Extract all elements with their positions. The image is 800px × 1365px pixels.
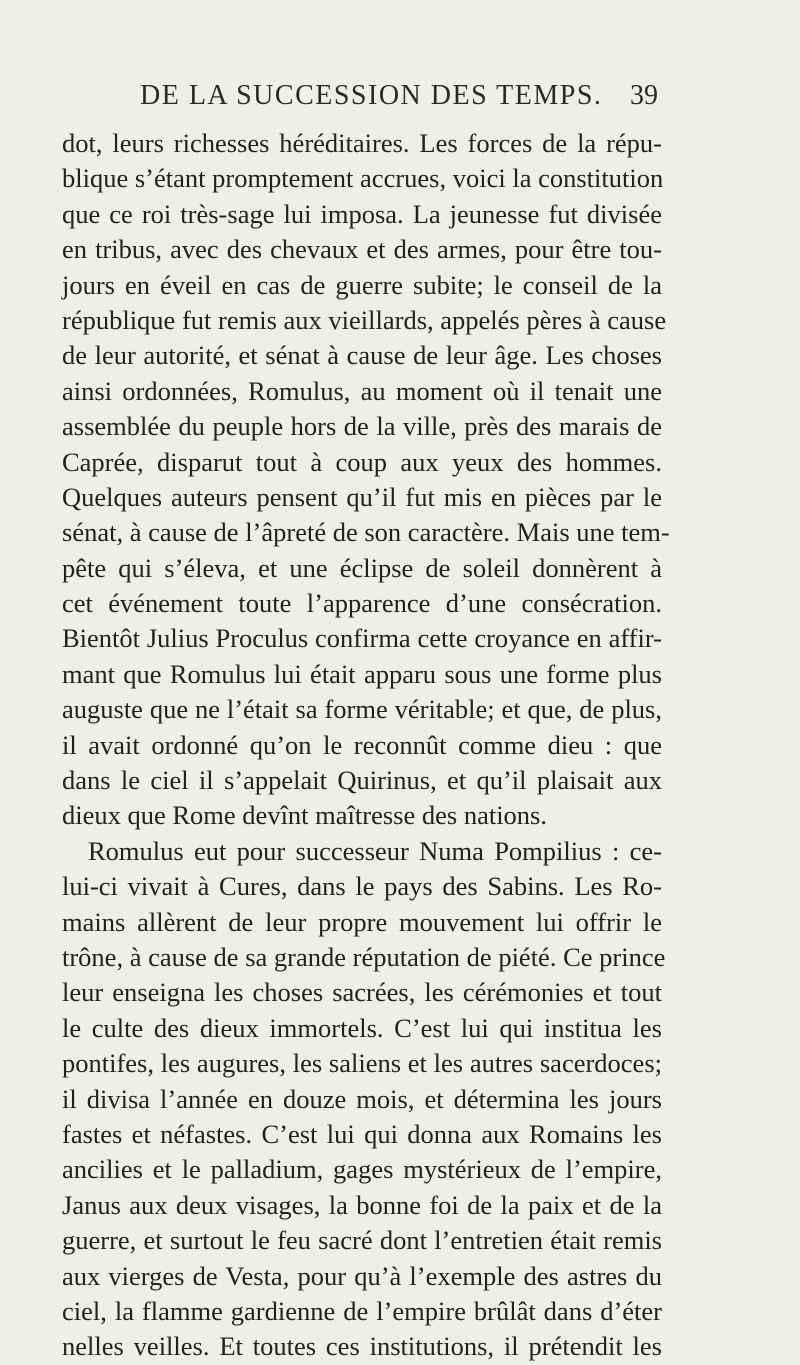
text-line: il avait ordonné qu’on le reconnût comme dieu : que: [62, 729, 662, 760]
text-line: il divisa l’année en douze mois, et détermina les jours: [62, 1083, 662, 1114]
text-line: pontifes, les augures, les saliens et les autres sacerdoces;: [62, 1048, 662, 1079]
text-line: mains allèrent de leur propre mouvement lui offrir le: [62, 906, 662, 937]
text-line: dot, leurs richesses héréditaires. Les forces de la répu-: [62, 128, 662, 158]
text-line: auguste que ne l’était sa forme véritable; et que, de plus,: [62, 694, 662, 725]
text-line: Janus aux deux visages, la bonne foi de la paix et de la: [62, 1189, 662, 1220]
text-line: ancilies et le palladium, gages mystérieux de l’empire,: [62, 1154, 662, 1185]
text-line: Quelques auteurs pensent qu’il fut mis en pièces par le: [62, 481, 662, 512]
text-line: Caprée, disparut tout à coup aux yeux des hommes.: [62, 446, 662, 477]
text-line: que ce roi très-sage lui imposa. La jeunesse fut divisée: [62, 198, 662, 229]
text-line: Romulus eut pour successeur Numa Pompilius : ce-: [88, 835, 662, 866]
running-title: DE LA SUCCESSION DES TEMPS.: [140, 80, 603, 111]
text-line: dieux que Rome devînt maîtresse des nations.: [62, 800, 547, 831]
text-line: ainsi ordonnées, Romulus, au moment où il tenait une: [62, 375, 662, 406]
text-line: lui-ci vivait à Cures, dans le pays des Sabins. Les Ro-: [62, 871, 662, 902]
text-line: république fut remis aux vieillards, appelés pères à cause: [62, 304, 667, 335]
body-text: [62, 126, 670, 1365]
text-line: Bientôt Julius Proculus confirma cette croyance en affir-: [62, 623, 662, 654]
text-line: le culte des dieux immortels. C’est lui qui institua les: [62, 1012, 662, 1043]
text-line: jours en éveil en cas de guerre subite; le conseil de la: [62, 269, 662, 300]
text-line: trône, à cause de sa grande réputation de piété. Ce prince: [62, 941, 666, 972]
text-line: dans le ciel il s’appelait Quirinus, et qu’il plaisait aux: [62, 765, 662, 796]
text-line: assemblée du peuple hors de la ville, près des marais de: [62, 411, 662, 442]
text-line: mant que Romulus lui était apparu sous une forme plus: [62, 658, 662, 689]
text-line: nelles veilles. Et toutes ces institutions, il prétendit les: [62, 1331, 662, 1362]
text-line: guerre, et surtout le feu sacré dont l’entretien était remis: [62, 1225, 662, 1256]
text-line: en tribus, avec des chevaux et des armes, pour être tou-: [62, 234, 662, 265]
text-line: blique s’étant promptement accrues, voici la constitution: [62, 163, 664, 194]
text-line: fastes et néfastes. C’est lui qui donna aux Romains les: [62, 1118, 662, 1149]
text-line: de leur autorité, et sénat à cause de leur âge. Les choses: [62, 340, 662, 371]
text-line: leur enseigna les choses sacrées, les cérémonies et tout: [62, 977, 662, 1008]
text-line: pête qui s’éleva, et une éclipse de soleil donnèrent à: [62, 552, 662, 583]
text-line: sénat, à cause de l’âpreté de son caractère. Mais une tem-: [62, 517, 670, 548]
text-line: ciel, la flamme gardienne de l’empire brûlât dans d’éter: [62, 1295, 662, 1326]
page-number: 39: [630, 80, 658, 111]
text-line: cet événement toute l’apparence d’une consécration.: [62, 588, 662, 619]
page-header: [62, 80, 658, 116]
text-line: aux vierges de Vesta, pour qu’à l’exemple des astres du: [62, 1260, 662, 1291]
